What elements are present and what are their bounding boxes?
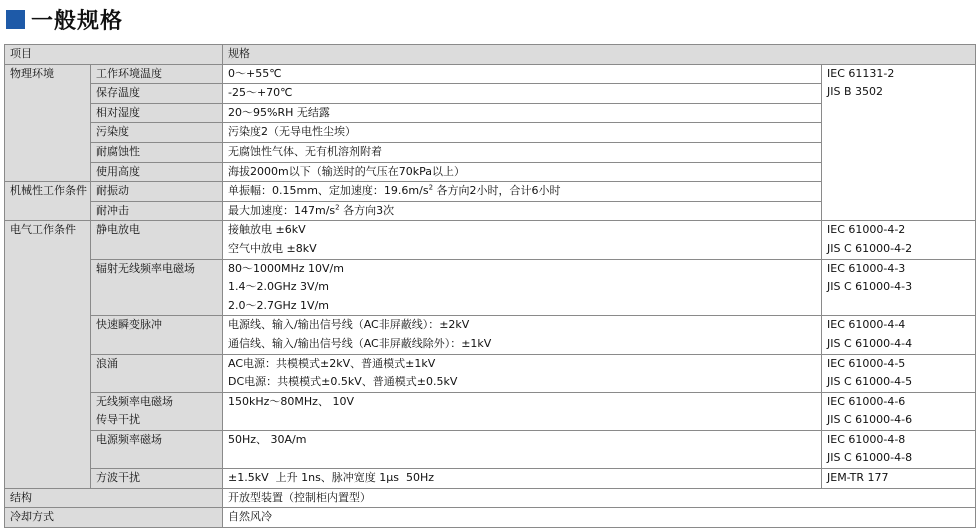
row-value: 20～95%RH 无结露: [223, 103, 822, 123]
value-text: 单振幅：0.15mm、定加速度：19.6m/s: [228, 184, 429, 198]
header-spec: 规格: [223, 45, 976, 65]
table-row: [5, 430, 976, 468]
header-item: 项目: [5, 45, 223, 65]
group-cooling: 冷却方式: [5, 508, 223, 528]
table-row: [5, 259, 976, 316]
value-line: 接触放电 ±6kV: [228, 223, 306, 237]
std-text: IEC 61131-2: [827, 66, 895, 80]
group-physical: 物理环境: [5, 64, 91, 182]
row-standard: [822, 392, 976, 430]
value-line: 电源线、输入/输出信号线（AC非屏蔽线）：±2kV: [228, 318, 470, 332]
std-text: IEC 61000-4-5: [827, 356, 906, 370]
row-value: [223, 392, 822, 430]
group-electrical: 电气工作条件: [5, 221, 91, 488]
std-text: IEC 61000-4-6: [827, 394, 906, 408]
row-value: 污染度2（无导电性尘埃）: [223, 123, 822, 143]
row-value: [223, 259, 822, 316]
row-standard: [822, 430, 976, 468]
row-standard: [822, 259, 976, 316]
row-label: 浪涌: [91, 354, 223, 392]
env-standards: [822, 64, 976, 221]
table-row: [5, 354, 976, 392]
value-line: 通信线、输入/输出信号线（AC非屏蔽线除外）：±1kV: [228, 336, 492, 350]
value-line: 2.0～2.7GHz 1V/m: [228, 298, 329, 312]
std-text: JIS C 61000-4-8: [827, 451, 913, 465]
row-value: [223, 182, 822, 202]
row-label: 方波干扰: [91, 469, 223, 489]
row-label: 污染度: [91, 123, 223, 143]
table-row: [5, 316, 976, 354]
value-text: 最大加速度：147m/s: [228, 203, 336, 217]
value-line: DC电源：共模模式±0.5kV、普通模式±0.5kV: [228, 375, 458, 389]
row-value: [223, 201, 822, 221]
std-text: IEC 61000-4-2: [827, 223, 906, 237]
table-row: [5, 488, 976, 508]
std-text: JIS C 61000-4-3: [827, 280, 913, 294]
row-label: 电源频率磁场: [91, 430, 223, 468]
value-line: AC电源：共模模式±2kV、普通模式±1kV: [228, 356, 436, 370]
std-text: IEC 61000-4-8: [827, 432, 906, 446]
row-label: 耐振动: [91, 182, 223, 202]
table-row: [5, 221, 976, 259]
std-text: JIS C 61000-4-4: [827, 336, 913, 350]
std-text: JIS C 61000-4-6: [827, 413, 913, 427]
row-standard: JEM-TR 177: [822, 469, 976, 489]
row-value: 0～+55℃: [223, 64, 822, 84]
std-text: IEC 61000-4-3: [827, 261, 906, 275]
label-line: 传导干扰: [96, 413, 140, 427]
row-label: 使用高度: [91, 162, 223, 182]
row-value: ±1.5kV 上升 1ns、脉冲宽度 1μs 50Hz: [223, 469, 822, 489]
table-row: [5, 392, 976, 430]
row-label: 耐腐蚀性: [91, 142, 223, 162]
table-row: [5, 508, 976, 528]
row-value: [223, 221, 822, 259]
superscript: 2: [335, 203, 340, 212]
row-standard: [822, 316, 976, 354]
section-title-text: 一般规格: [31, 8, 124, 34]
row-label: [91, 392, 223, 430]
row-value: [223, 316, 822, 354]
std-text: JIS C 61000-4-5: [827, 375, 913, 389]
label-line: 无线频率电磁场: [96, 394, 173, 408]
value-line: 150kHz～80MHz、 10V: [228, 394, 354, 408]
row-label: 耐冲击: [91, 201, 223, 221]
std-text: JIS B 3502: [827, 85, 884, 99]
row-value: 海拔2000m以下（输送时的气压在70kPa以上）: [223, 162, 822, 182]
section-title: [6, 4, 123, 34]
group-structure: 结构: [5, 488, 223, 508]
row-label: 静电放电: [91, 221, 223, 259]
row-label: 工作环境温度: [91, 64, 223, 84]
std-text: JIS C 61000-4-2: [827, 241, 913, 255]
row-value: -25～+70℃: [223, 84, 822, 104]
superscript: 2: [428, 183, 434, 192]
row-value: [223, 354, 822, 392]
value-text: 各方向3次: [339, 203, 395, 217]
row-value: 开放型装置（控制柜内置型）: [223, 488, 976, 508]
row-label: 保存温度: [91, 84, 223, 104]
table-header-row: [5, 45, 976, 65]
group-mechanical: 机械性工作条件: [5, 182, 91, 221]
row-label: 辐射无线频率电磁场: [91, 259, 223, 316]
table-row: [5, 469, 976, 489]
std-text: IEC 61000-4-4: [827, 318, 906, 332]
table-row: [5, 64, 976, 84]
row-value: 自然风冷: [223, 508, 976, 528]
row-standard: [822, 354, 976, 392]
row-value: [223, 430, 822, 468]
value-line: 80～1000MHz 10V/m: [228, 261, 344, 275]
row-value: 无腐蚀性气体、无有机溶剂附着: [223, 142, 822, 162]
spec-table: [4, 44, 976, 528]
value-line: 1.4～2.0GHz 3V/m: [228, 280, 329, 294]
value-text: 各方向2小时，合计6小时: [433, 184, 561, 198]
row-label: 快速瞬变脉冲: [91, 316, 223, 354]
title-square-icon: [6, 10, 25, 29]
value-line: 空气中放电 ±8kV: [228, 241, 317, 255]
row-label: 相对湿度: [91, 103, 223, 123]
value-line: 50Hz、 30A/m: [228, 432, 307, 446]
row-standard: [822, 221, 976, 259]
